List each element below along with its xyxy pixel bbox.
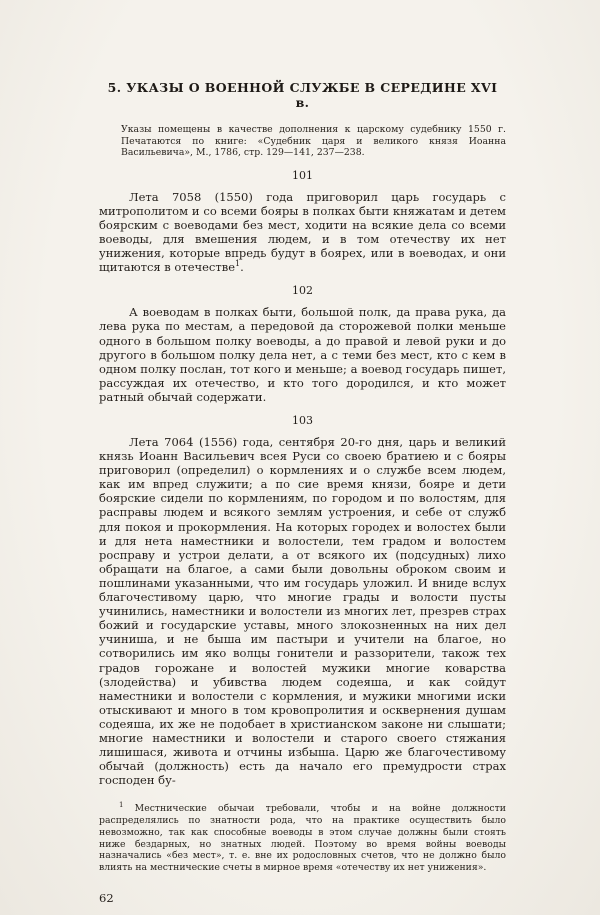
section-103-paragraph: Лета 7064 (1556) года, сентября 20-го дня, царь и великий князь Иоанн Васильевич всея Руси со своею братиею и с бояры приговорил (определил) о кормлениях и о службе всем людем, как им впред служити; а по сие время князи, бояре и дети боярские сидели по кормлениям, по городом и по волостям, для расправы людем и всякого землям устроения, и себе от служб для покоя и прокормления. На которых городех и волостех были и для нета наместники и волостели, тем градом и волостем росправу и устрои делати, а от всякого их (подсудных) лихо обращати на благое, а сами были довольны оброком своим и пошлинами указанными, что им государь уложил. И вниде вслух благочестивому царю, что многие грады и волости пусты учинились, наместники и волостели из многих лет, презрев страх божий и государские уставы, много злокозненных на них дел учиниша, и не быша им пастыри и учители на благое, но сотворились им яко волцы гонители и раззорители, також тех градов горожане и волостей мужики многие коварства (злодейства) и убивства людем содеяша, и как сойдут наместники и волостели с кормления, и мужики многими иски отыскивают и много в том кровопролития и осквернения душам содеяша, их же не подобает в христианском законе ни слышати; многие наместники и волостели и старого своего стяжания лишишася, живота и отчины избыша. Царю же благочестивому обычай (должность) есть да начало его премудрости страх господен бу- <box>99 435 506 788</box>
section-102-number: 102 <box>292 284 313 298</box>
section-102-paragraph: А воеводам в полках быти, большой полк, да права рука, да лева рука по местам, а передовой да сторожевой полки меньше одного в большом полку воеводы, а до правой и левой руки и до другого в большом полку дела нет, а с теми без мест, кто с кем в одном полку послан, тот кого и меньше; а воевод государь пишет, рассуждая их отечество, и кто того дородился, и кто может ратный обычай содержати. <box>99 305 506 404</box>
footnote-marker: 1 <box>119 801 124 810</box>
section-103 <box>99 414 506 787</box>
section-101-text: Лета 7058 (1550) года приговорил царь государь с митрополитом и со всеми бояры в полках быти княжатам и детем боярским с воеводами без мест, ходити на всякие дела со всеми воеводы, для вмешения людем, и в том отечеству их нет унижения, которые впредь будут в боярех, или в воеводах, и они щитаются в отечестве <box>99 189 506 275</box>
book-page <box>99 80 506 905</box>
section-101-paragraph <box>99 190 506 275</box>
section-101-number: 101 <box>292 168 313 182</box>
footnote-ref-1: 1 <box>235 259 241 269</box>
page-title: 5. УКАЗЫ О ВОЕННОЙ СЛУЖБЕ В СЕРЕДИНЕ XVI в. <box>107 80 498 110</box>
section-101-text-after: . <box>240 260 244 275</box>
section-103-number: 103 <box>292 414 313 427</box>
footnote <box>99 800 506 873</box>
footnote-text: Местнические обычаи требовали, чтобы и на войне должности распределялись по знатности рода, что на практике осуществить было невозможно, так как способные воеводы в этом случае должны были стоять ниже бездарных, но знатных людей. Поэтому во время войны воеводы назначались «без мест», т. е. вне их родословных счетов, что не должно было влиять на местнические счеты в мирное время «отечеству их нет унижения». <box>99 803 506 873</box>
source-note: Указы помещены в качестве дополнения к царскому судебнику 1550 г. Печатаются по книге: «Судебник царя и великого князя Иоанна Васильевича», М., 1786, стр. 129—141, 237—238. <box>121 124 506 159</box>
section-102 <box>99 284 506 404</box>
page-number: 62 <box>99 890 114 905</box>
section-101 <box>99 169 506 275</box>
